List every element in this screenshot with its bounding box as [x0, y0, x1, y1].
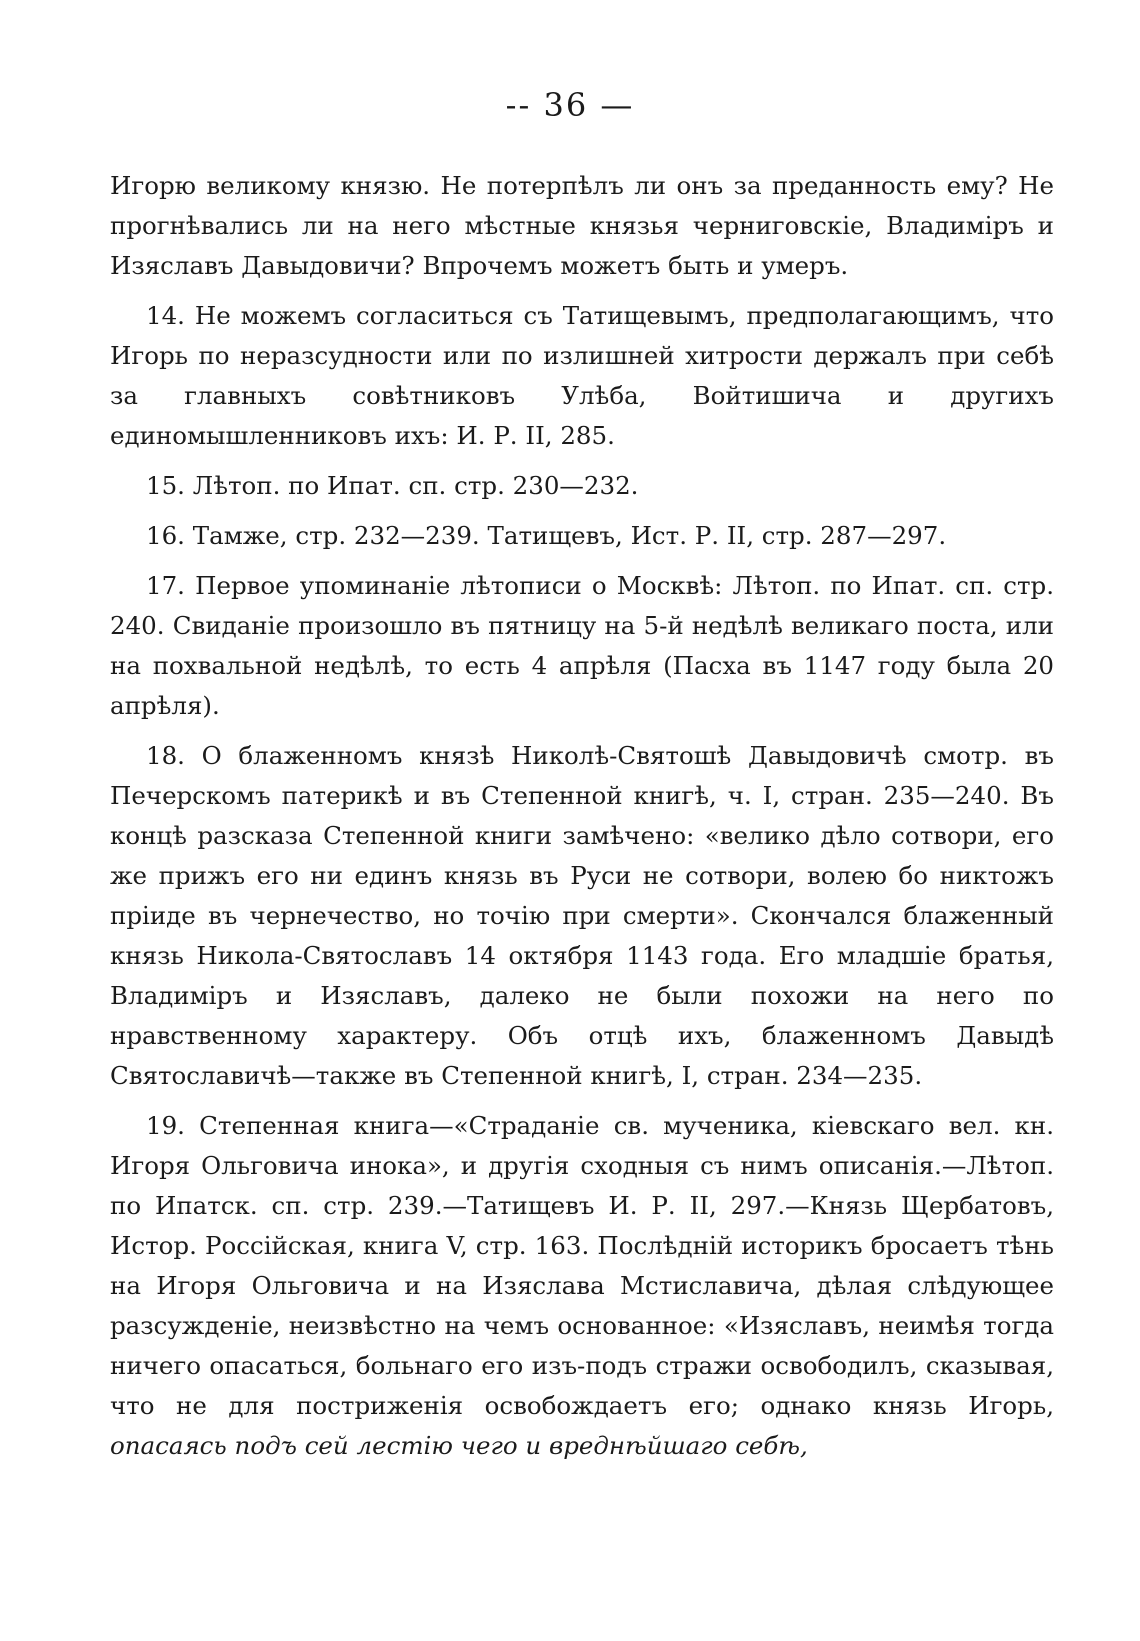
note-14-paragraph: 14. Не можемъ согласиться съ Татищевымъ, предполагающимъ, что Игорь по неразсудности или по излишней хитрости держалъ при себѣ за главныхъ совѣтниковъ Улѣба, Войтишича и другихъ единомышленниковъ ихъ: И. Р. II, 285. [110, 301, 1054, 450]
note-15-paragraph: 15. Лѣтоп. по Ипат. сп. стр. 230—232. [146, 471, 639, 500]
note-16-paragraph: 16. Тамже, стр. 232—239. Татищевъ, Ист. Р. II, стр. 287—297. [146, 521, 947, 550]
note-17-paragraph: 17. Первое упоминаніе лѣтописи о Москвѣ: Лѣтоп. по Ипат. сп. стр. 240. Свиданіе произошло въ пятницу на 5-й недѣлѣ великаго поста, или на похвальной недѣлѣ, то есть 4 апрѣля (Пасха въ 1147 году была 20 апрѣля). [110, 571, 1054, 720]
continuation-paragraph: Игорю великому князю. Не потерпѣлъ ли онъ за преданность ему? Не прогнѣвались ли на него мѣстные князья черниговскіе, Владиміръ и Изяславъ Давыдовичи? Впрочемъ можетъ быть и умеръ. [110, 171, 1054, 280]
note-19-text: 19. Степенная книга—«Страданіе св. мученика, кіевскаго вел. кн. Игоря Ольговича инока», и другія сходныя съ нимъ описанія.—Лѣтоп. по Ипатск. сп. стр. 239.—Татищевъ И. Р. II, 297.—Князь Щербатовъ, Истор. Россійская, книга V, стр. 163. Послѣдній историкъ бросаетъ тѣнь на Игоря Ольговича и на Изяслава Мстиславича, дѣлая слѣдующее разсужденіе, неизвѣстно на чемъ основанное: «Изяславъ, неимѣя тогда ничего опасаться, больнаго его изъ-подъ стражи освободилъ, сказывая, что не для постриженія освобождаетъ его; однако князь Игорь, [110, 1111, 1054, 1420]
note-19-italic-quote: опасаясь подъ сей лестію чего и вреднѣйшаго себѣ, [110, 1431, 808, 1460]
notes-text [110, 166, 1054, 1476]
note-19-paragraph [110, 1106, 1054, 1466]
note-18-paragraph: 18. О блаженномъ князѣ Николѣ-Святошѣ Давыдовичѣ смотр. въ Печерскомъ патерикѣ и въ Степенной книгѣ, ч. I, стран. 235—240. Въ концѣ разсказа Степенной книги замѣчено: «велико дѣло сотвори, его же прижъ его ни единъ князь въ Руси не сотвори, волею бо никтожъ пріиде въ чернечество, но точію при смерти». Скончался блаженный князь Никола-Святославъ 14 октября 1143 года. Его младшіе братья, Владиміръ и Изяславъ, далеко не были похожи на него по нравственному характеру. Объ отцѣ ихъ, блаженномъ Давыдѣ Святославичѣ—также въ Степенной книгѣ, I, стран. 234—235. [110, 741, 1054, 1090]
page-number: -- 36 — [505, 86, 635, 124]
